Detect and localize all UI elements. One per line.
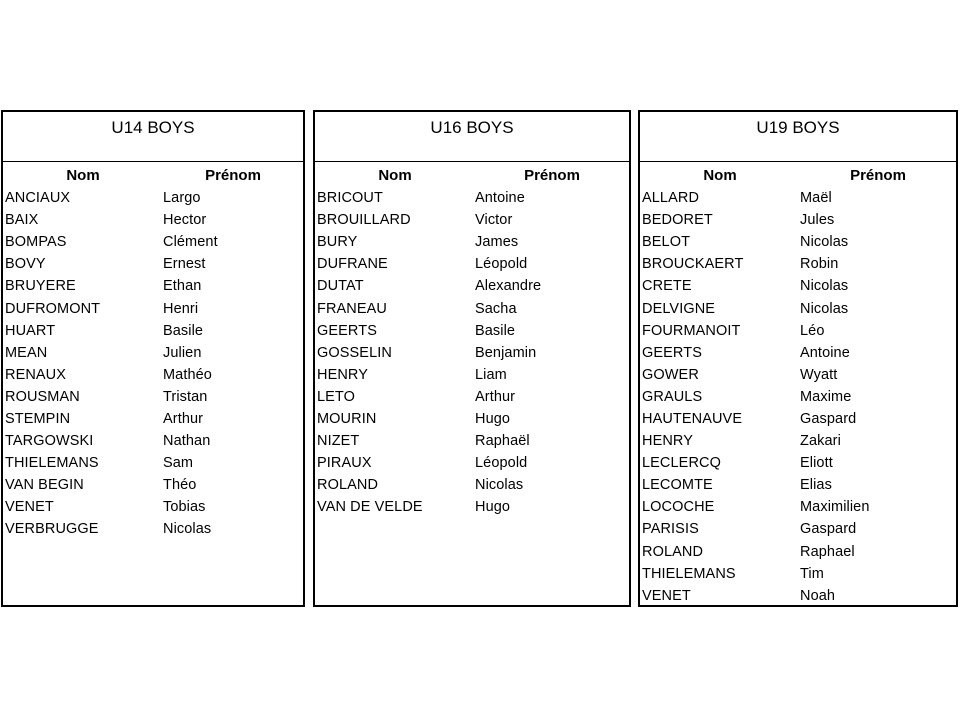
- table-row: [3, 364, 303, 386]
- player-last-name: ANCIAUX: [5, 190, 71, 207]
- table-row: [3, 518, 303, 540]
- player-last-name: LECLERCQ: [642, 455, 721, 472]
- player-first-name: Maxime: [800, 388, 852, 405]
- player-first-name: Léopold: [475, 256, 528, 273]
- table-row: [640, 342, 956, 364]
- player-first-name: Nathan: [163, 433, 211, 450]
- player-first-name: Zakari: [800, 433, 841, 450]
- player-first-name: Hugo: [475, 410, 511, 427]
- player-first-name: Nicolas: [800, 234, 849, 251]
- player-first-name: Benjamin: [475, 344, 537, 361]
- player-first-name: Nicolas: [800, 278, 849, 295]
- player-rows: [315, 187, 629, 518]
- table-row: [3, 209, 303, 231]
- player-last-name: THIELEMANS: [5, 455, 99, 472]
- table-row: [315, 275, 629, 297]
- player-last-name: ALLARD: [642, 190, 700, 207]
- player-first-name: Arthur: [163, 410, 204, 427]
- player-last-name: HAUTENAUVE: [642, 410, 743, 427]
- player-last-name: BRUYERE: [5, 278, 76, 295]
- player-last-name: GEERTS: [642, 344, 702, 361]
- table-row: [3, 231, 303, 253]
- player-first-name: Ernest: [163, 256, 206, 273]
- player-last-name: BOVY: [5, 256, 46, 273]
- column-headers: [315, 162, 629, 187]
- table-row: [640, 408, 956, 430]
- table-row: [640, 563, 956, 585]
- table-row: [640, 518, 956, 540]
- team-title: U19 BOYS: [640, 112, 956, 162]
- player-first-name: Liam: [475, 366, 507, 383]
- player-last-name: VAN DE VELDE: [317, 499, 423, 516]
- table-row: [640, 231, 956, 253]
- table-row: [315, 496, 629, 518]
- player-last-name: BROUCKAERT: [642, 256, 744, 273]
- player-first-name: Sacha: [475, 300, 517, 317]
- player-last-name: GOWER: [642, 366, 699, 383]
- player-rows: [3, 187, 303, 541]
- player-first-name: Largo: [163, 190, 201, 207]
- player-last-name: BELOT: [642, 234, 691, 251]
- team-table-u16: [313, 110, 631, 607]
- player-first-name: Julien: [163, 344, 202, 361]
- player-first-name: Maël: [800, 190, 832, 207]
- table-row: [3, 275, 303, 297]
- player-rows: [640, 187, 956, 607]
- player-last-name: BRICOUT: [317, 190, 383, 207]
- player-last-name: HENRY: [317, 366, 368, 383]
- player-first-name: Noah: [800, 587, 836, 604]
- player-first-name: Léopold: [475, 455, 528, 472]
- player-last-name: LOCOCHE: [642, 499, 715, 516]
- player-last-name: ROLAND: [642, 543, 704, 560]
- table-row: [640, 364, 956, 386]
- player-first-name: Gaspard: [800, 410, 857, 427]
- table-row: [315, 408, 629, 430]
- table-row: [315, 452, 629, 474]
- player-first-name: Wyatt: [800, 366, 838, 383]
- player-first-name: Raphaël: [475, 433, 530, 450]
- team-table-u19: [638, 110, 958, 607]
- player-last-name: VAN BEGIN: [5, 477, 84, 494]
- player-first-name: Maximilien: [800, 499, 870, 516]
- table-row: [640, 275, 956, 297]
- table-row: [3, 386, 303, 408]
- player-last-name: VENET: [642, 587, 691, 604]
- player-first-name: Eliott: [800, 455, 833, 472]
- table-row: [640, 253, 956, 275]
- player-first-name: Tristan: [163, 388, 208, 405]
- table-row: [640, 297, 956, 319]
- player-last-name: DELVIGNE: [642, 300, 716, 317]
- player-last-name: MEAN: [5, 344, 48, 361]
- player-first-name: Ethan: [163, 278, 202, 295]
- team-table-u14: [1, 110, 305, 607]
- player-last-name: PIRAUX: [317, 455, 372, 472]
- player-first-name: James: [475, 234, 519, 251]
- player-last-name: VENET: [5, 499, 54, 516]
- player-first-name: Tim: [800, 565, 824, 582]
- player-first-name: Hugo: [475, 499, 511, 516]
- column-headers: [640, 162, 956, 187]
- player-first-name: Sam: [163, 455, 194, 472]
- player-last-name: STEMPIN: [5, 410, 71, 427]
- player-last-name: FRANEAU: [317, 300, 387, 317]
- table-row: [640, 452, 956, 474]
- table-row: [3, 408, 303, 430]
- table-row: [3, 430, 303, 452]
- player-last-name: NIZET: [317, 433, 360, 450]
- player-last-name: GRAULS: [642, 388, 703, 405]
- table-row: [315, 209, 629, 231]
- player-first-name: Antoine: [475, 190, 525, 207]
- player-first-name: Nicolas: [475, 477, 524, 494]
- table-row: [315, 386, 629, 408]
- column-header-nom: Nom: [378, 167, 412, 184]
- player-first-name: Elias: [800, 477, 832, 494]
- player-last-name: TARGOWSKI: [5, 433, 94, 450]
- table-row: [3, 297, 303, 319]
- table-row: [315, 253, 629, 275]
- player-first-name: Jules: [800, 212, 835, 229]
- column-header-prenom: Prénom: [850, 167, 906, 184]
- table-row: [640, 386, 956, 408]
- player-last-name: DUFROMONT: [5, 300, 101, 317]
- player-first-name: Arthur: [475, 388, 516, 405]
- player-last-name: THIELEMANS: [642, 565, 736, 582]
- player-first-name: Hector: [163, 212, 207, 229]
- player-last-name: FOURMANOIT: [642, 322, 741, 339]
- player-last-name: MOURIN: [317, 410, 377, 427]
- player-first-name: Henri: [163, 300, 199, 317]
- player-last-name: GOSSELIN: [317, 344, 392, 361]
- player-last-name: DUTAT: [317, 278, 364, 295]
- player-first-name: Robin: [800, 256, 839, 273]
- table-row: [3, 187, 303, 209]
- team-title: U14 BOYS: [3, 112, 303, 162]
- player-last-name: LECOMTE: [642, 477, 713, 494]
- player-first-name: Victor: [475, 212, 513, 229]
- player-last-name: BROUILLARD: [317, 212, 411, 229]
- player-first-name: Raphael: [800, 543, 855, 560]
- player-first-name: Léo: [800, 322, 825, 339]
- player-last-name: CRETE: [642, 278, 692, 295]
- table-row: [640, 541, 956, 563]
- table-row: [315, 430, 629, 452]
- player-first-name: Basile: [163, 322, 204, 339]
- table-row: [3, 320, 303, 342]
- table-row: [3, 342, 303, 364]
- table-row: [315, 320, 629, 342]
- table-row: [315, 231, 629, 253]
- table-row: [3, 496, 303, 518]
- table-row: [315, 364, 629, 386]
- table-row: [640, 430, 956, 452]
- player-last-name: ROLAND: [317, 477, 379, 494]
- player-last-name: PARISIS: [642, 521, 699, 538]
- player-last-name: BOMPAS: [5, 234, 67, 251]
- table-row: [640, 320, 956, 342]
- player-last-name: HUART: [5, 322, 56, 339]
- table-row: [640, 474, 956, 496]
- table-row: [315, 187, 629, 209]
- player-first-name: Alexandre: [475, 278, 542, 295]
- column-header-prenom: Prénom: [524, 167, 580, 184]
- player-last-name: HENRY: [642, 433, 693, 450]
- player-first-name: Nicolas: [163, 521, 212, 538]
- player-last-name: LETO: [317, 388, 356, 405]
- column-headers: [3, 162, 303, 187]
- table-row: [315, 474, 629, 496]
- table-row: [640, 496, 956, 518]
- table-row: [315, 297, 629, 319]
- player-first-name: Clément: [163, 234, 218, 251]
- team-title: U16 BOYS: [315, 112, 629, 162]
- player-last-name: BURY: [317, 234, 358, 251]
- player-last-name: ROUSMAN: [5, 388, 80, 405]
- column-header-nom: Nom: [703, 167, 737, 184]
- player-first-name: Gaspard: [800, 521, 857, 538]
- table-row: [3, 474, 303, 496]
- column-header-prenom: Prénom: [205, 167, 261, 184]
- table-row: [3, 253, 303, 275]
- player-first-name: Nicolas: [800, 300, 849, 317]
- player-last-name: DUFRANE: [317, 256, 388, 273]
- table-row: [640, 585, 956, 607]
- player-last-name: VERBRUGGE: [5, 521, 99, 538]
- player-last-name: BAIX: [5, 212, 39, 229]
- player-first-name: Tobias: [163, 499, 206, 516]
- player-last-name: RENAUX: [5, 366, 67, 383]
- player-first-name: Théo: [163, 477, 197, 494]
- table-row: [640, 187, 956, 209]
- player-first-name: Antoine: [800, 344, 850, 361]
- table-row: [640, 209, 956, 231]
- player-first-name: Mathéo: [163, 366, 212, 383]
- player-first-name: Basile: [475, 322, 516, 339]
- player-last-name: GEERTS: [317, 322, 377, 339]
- column-header-nom: Nom: [66, 167, 100, 184]
- player-last-name: BEDORET: [642, 212, 713, 229]
- table-row: [315, 342, 629, 364]
- table-row: [3, 452, 303, 474]
